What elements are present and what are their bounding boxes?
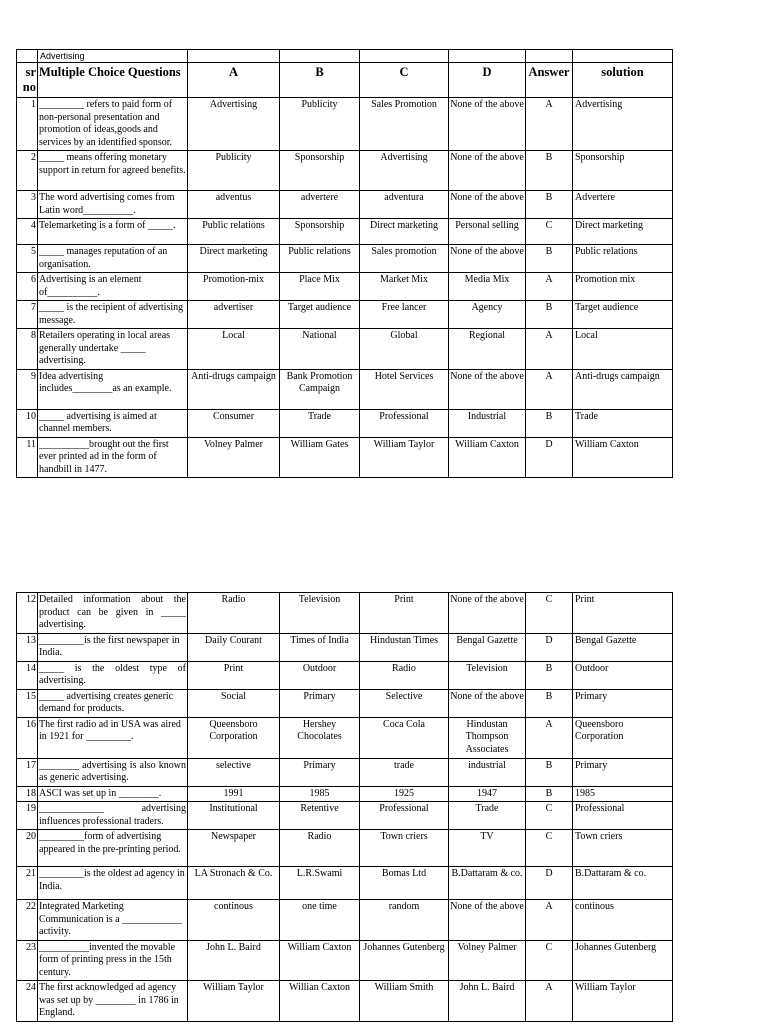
option-c: Town criers bbox=[360, 830, 449, 867]
question-number: 18 bbox=[17, 786, 38, 802]
solution-text: Primary bbox=[573, 689, 673, 717]
answer-key: C bbox=[526, 830, 573, 867]
option-c: Sales Promotion bbox=[360, 98, 449, 151]
option-a: Anti-drugs campaign bbox=[188, 369, 280, 409]
option-a: continous bbox=[188, 900, 280, 941]
question-number: 19 bbox=[17, 802, 38, 830]
option-d: Agency bbox=[449, 301, 526, 329]
option-b: Primary bbox=[280, 758, 360, 786]
table-row bbox=[17, 661, 673, 689]
question-text: Detailed information about the product can be given in _____ advertising. bbox=[38, 593, 188, 634]
header-question: Multiple Choice Questions bbox=[38, 63, 188, 98]
question-number: 20 bbox=[17, 830, 38, 867]
option-c: Bomas Ltd bbox=[360, 867, 449, 900]
question-text: _________is the oldest ad agency in India. bbox=[38, 867, 188, 900]
option-b: L.R.Swami bbox=[280, 867, 360, 900]
option-b: Public relations bbox=[280, 245, 360, 273]
question-number: 7 bbox=[17, 301, 38, 329]
option-a: Newspaper bbox=[188, 830, 280, 867]
table-row bbox=[17, 802, 673, 830]
option-a: selective bbox=[188, 758, 280, 786]
option-c: Radio bbox=[360, 661, 449, 689]
question-text: Idea advertising includes________as an example. bbox=[38, 369, 188, 409]
question-text: __________invented the movable form of printing press in the 15th century. bbox=[38, 940, 188, 981]
question-text: _____________ advertising influences professional traders. bbox=[38, 802, 188, 830]
question-number: 5 bbox=[17, 245, 38, 273]
option-d: Bengal Gazette bbox=[449, 633, 526, 661]
answer-key: C bbox=[526, 219, 573, 245]
option-a: William Taylor bbox=[188, 981, 280, 1022]
option-c: William Taylor bbox=[360, 437, 449, 478]
option-a: Consumer bbox=[188, 409, 280, 437]
solution-text: Town criers bbox=[573, 830, 673, 867]
option-b: Willian Caxton bbox=[280, 981, 360, 1022]
table-row bbox=[17, 301, 673, 329]
table-row bbox=[17, 689, 673, 717]
option-d: None of the above bbox=[449, 593, 526, 634]
question-text: _____ advertising is aimed at channel members. bbox=[38, 409, 188, 437]
table-row bbox=[17, 98, 673, 151]
option-a: Promotion-mix bbox=[188, 273, 280, 301]
option-b: Target audience bbox=[280, 301, 360, 329]
header-option-b: B bbox=[280, 63, 360, 98]
question-text: Integrated Marketing Communication is a ____________ activity. bbox=[38, 900, 188, 941]
answer-key: B bbox=[526, 245, 573, 273]
question-number: 9 bbox=[17, 369, 38, 409]
answer-key: A bbox=[526, 369, 573, 409]
solution-text: Print bbox=[573, 593, 673, 634]
table-row bbox=[17, 437, 673, 478]
table-row bbox=[17, 758, 673, 786]
answer-key: B bbox=[526, 301, 573, 329]
table-row bbox=[17, 151, 673, 191]
question-number: 22 bbox=[17, 900, 38, 941]
mcq-table-part-2 bbox=[16, 592, 673, 1022]
question-number: 16 bbox=[17, 717, 38, 758]
option-d: industrial bbox=[449, 758, 526, 786]
blank-cell bbox=[17, 50, 38, 63]
option-c: Professional bbox=[360, 802, 449, 830]
answer-key: A bbox=[526, 900, 573, 941]
option-d: Industrial bbox=[449, 409, 526, 437]
table-caption: Advertising bbox=[38, 50, 188, 63]
question-number: 13 bbox=[17, 633, 38, 661]
option-a: advertiser bbox=[188, 301, 280, 329]
table-row bbox=[17, 786, 673, 802]
question-text: The first radio ad in USA was aired in 1921 for _________. bbox=[38, 717, 188, 758]
solution-text: William Caxton bbox=[573, 437, 673, 478]
option-d: None of the above bbox=[449, 191, 526, 219]
answer-key: D bbox=[526, 633, 573, 661]
answer-key: D bbox=[526, 437, 573, 478]
table-row bbox=[17, 900, 673, 941]
option-b: Outdoor bbox=[280, 661, 360, 689]
question-number: 11 bbox=[17, 437, 38, 478]
option-b: William Caxton bbox=[280, 940, 360, 981]
option-a: Advertising bbox=[188, 98, 280, 151]
option-a: John L. Baird bbox=[188, 940, 280, 981]
question-number: 24 bbox=[17, 981, 38, 1022]
option-c: adventura bbox=[360, 191, 449, 219]
option-c: Advertising bbox=[360, 151, 449, 191]
option-c: Selective bbox=[360, 689, 449, 717]
solution-text: Local bbox=[573, 329, 673, 370]
option-d: None of the above bbox=[449, 689, 526, 717]
option-a: Local bbox=[188, 329, 280, 370]
solution-text: William Taylor bbox=[573, 981, 673, 1022]
table-row bbox=[17, 633, 673, 661]
answer-key: D bbox=[526, 867, 573, 900]
option-d: Hindustan Thompson Associates bbox=[449, 717, 526, 758]
option-b: Times of India bbox=[280, 633, 360, 661]
option-d: None of the above bbox=[449, 245, 526, 273]
solution-text: Anti-drugs campaign bbox=[573, 369, 673, 409]
table-row bbox=[17, 830, 673, 867]
option-a: 1991 bbox=[188, 786, 280, 802]
solution-text: Professional bbox=[573, 802, 673, 830]
question-number: 8 bbox=[17, 329, 38, 370]
option-d: Volney Palmer bbox=[449, 940, 526, 981]
question-text: The first acknowledged ad agency was set up by ________ in 1786 in England. bbox=[38, 981, 188, 1022]
option-a: Queensboro Corporation bbox=[188, 717, 280, 758]
option-a: adventus bbox=[188, 191, 280, 219]
option-d: B.Dattaram & co. bbox=[449, 867, 526, 900]
option-c: Print bbox=[360, 593, 449, 634]
question-text: _____ manages reputation of an organisation. bbox=[38, 245, 188, 273]
question-text: Telemarketing is a form of _____. bbox=[38, 219, 188, 245]
question-text: _____ advertising creates generic demand for products. bbox=[38, 689, 188, 717]
table-row bbox=[17, 981, 673, 1022]
table-row bbox=[17, 867, 673, 900]
table-row bbox=[17, 369, 673, 409]
option-c: Direct marketing bbox=[360, 219, 449, 245]
question-text: The word advertising comes from Latin word__________. bbox=[38, 191, 188, 219]
option-a: Publicity bbox=[188, 151, 280, 191]
question-number: 17 bbox=[17, 758, 38, 786]
option-b: Sponsorship bbox=[280, 219, 360, 245]
option-a: Daily Courant bbox=[188, 633, 280, 661]
option-d: 1947 bbox=[449, 786, 526, 802]
question-number: 10 bbox=[17, 409, 38, 437]
option-b: Primary bbox=[280, 689, 360, 717]
option-b: William Gates bbox=[280, 437, 360, 478]
solution-text: 1985 bbox=[573, 786, 673, 802]
question-number: 4 bbox=[17, 219, 38, 245]
option-b: Place Mix bbox=[280, 273, 360, 301]
table-row bbox=[17, 245, 673, 273]
answer-key: B bbox=[526, 151, 573, 191]
option-b: Bank Promotion Campaign bbox=[280, 369, 360, 409]
option-d: William Caxton bbox=[449, 437, 526, 478]
answer-key: C bbox=[526, 593, 573, 634]
question-number: 6 bbox=[17, 273, 38, 301]
option-d: John L. Baird bbox=[449, 981, 526, 1022]
header-option-a: A bbox=[188, 63, 280, 98]
option-c: Professional bbox=[360, 409, 449, 437]
header-sr-no: sr no bbox=[17, 63, 38, 98]
answer-key: B bbox=[526, 191, 573, 219]
answer-key: C bbox=[526, 940, 573, 981]
option-a: Institutional bbox=[188, 802, 280, 830]
option-b: Sponsorship bbox=[280, 151, 360, 191]
option-d: TV bbox=[449, 830, 526, 867]
option-c: 1925 bbox=[360, 786, 449, 802]
question-text: _________ refers to paid form of non-personal presentation and promotion of ideas,goods and services by an identified sponsor. bbox=[38, 98, 188, 151]
question-number: 3 bbox=[17, 191, 38, 219]
option-b: Television bbox=[280, 593, 360, 634]
option-a: Direct marketing bbox=[188, 245, 280, 273]
option-a: Public relations bbox=[188, 219, 280, 245]
option-a: Print bbox=[188, 661, 280, 689]
solution-text: Sponsorship bbox=[573, 151, 673, 191]
table-row bbox=[17, 717, 673, 758]
table-row bbox=[17, 219, 673, 245]
question-text: _________is the first newspaper in India. bbox=[38, 633, 188, 661]
table-row bbox=[17, 593, 673, 634]
option-d: Television bbox=[449, 661, 526, 689]
question-text: Retailers operating in local areas generally undertake _____ advertising. bbox=[38, 329, 188, 370]
question-text: _____ means offering monetary support in return for agreed benefits. bbox=[38, 151, 188, 191]
solution-text: Direct marketing bbox=[573, 219, 673, 245]
option-a: Volney Palmer bbox=[188, 437, 280, 478]
solution-text: Promotion mix bbox=[573, 273, 673, 301]
solution-text: Advertere bbox=[573, 191, 673, 219]
option-a: LA Stronach & Co. bbox=[188, 867, 280, 900]
table-row bbox=[17, 191, 673, 219]
option-b: Trade bbox=[280, 409, 360, 437]
question-text: _____ is the oldest type of advertising. bbox=[38, 661, 188, 689]
option-c: Sales promotion bbox=[360, 245, 449, 273]
table-row bbox=[17, 329, 673, 370]
question-number: 1 bbox=[17, 98, 38, 151]
question-text: _____ is the recipient of advertising message. bbox=[38, 301, 188, 329]
table-row bbox=[17, 940, 673, 981]
mcq-table-part-1 bbox=[16, 49, 673, 478]
option-d: Trade bbox=[449, 802, 526, 830]
option-d: None of the above bbox=[449, 900, 526, 941]
option-c: Global bbox=[360, 329, 449, 370]
answer-key: A bbox=[526, 717, 573, 758]
solution-text: Trade bbox=[573, 409, 673, 437]
header-option-d: D bbox=[449, 63, 526, 98]
answer-key: C bbox=[526, 802, 573, 830]
option-c: Hindustan Times bbox=[360, 633, 449, 661]
question-text: Advertising is an element of__________. bbox=[38, 273, 188, 301]
answer-key: A bbox=[526, 273, 573, 301]
question-number: 2 bbox=[17, 151, 38, 191]
answer-key: B bbox=[526, 689, 573, 717]
question-text: ASCI was set up in ________. bbox=[38, 786, 188, 802]
question-number: 14 bbox=[17, 661, 38, 689]
solution-text: Target audience bbox=[573, 301, 673, 329]
question-text: ________ advertising is also known as generic advertising. bbox=[38, 758, 188, 786]
solution-text: B.Dattaram & co. bbox=[573, 867, 673, 900]
question-number: 15 bbox=[17, 689, 38, 717]
option-b: Hershey Chocolates bbox=[280, 717, 360, 758]
option-d: Personal selling bbox=[449, 219, 526, 245]
solution-text: Outdoor bbox=[573, 661, 673, 689]
answer-key: A bbox=[526, 329, 573, 370]
question-number: 21 bbox=[17, 867, 38, 900]
option-d: None of the above bbox=[449, 369, 526, 409]
question-number: 23 bbox=[17, 940, 38, 981]
table-row bbox=[17, 273, 673, 301]
header-answer: Answer bbox=[526, 63, 573, 98]
answer-key: B bbox=[526, 409, 573, 437]
answer-key: B bbox=[526, 758, 573, 786]
answer-key: A bbox=[526, 98, 573, 151]
answer-key: B bbox=[526, 786, 573, 802]
solution-text: Advertising bbox=[573, 98, 673, 151]
option-c: Johannes Gutenberg bbox=[360, 940, 449, 981]
option-b: 1985 bbox=[280, 786, 360, 802]
solution-text: Queensboro Corporation bbox=[573, 717, 673, 758]
option-a: Social bbox=[188, 689, 280, 717]
option-c: Free lancer bbox=[360, 301, 449, 329]
solution-text: Johannes Gutenberg bbox=[573, 940, 673, 981]
table-row bbox=[17, 409, 673, 437]
option-b: one time bbox=[280, 900, 360, 941]
solution-text: continous bbox=[573, 900, 673, 941]
option-c: random bbox=[360, 900, 449, 941]
header-solution: solution bbox=[573, 63, 673, 98]
option-c: William Smith bbox=[360, 981, 449, 1022]
option-b: Retentive bbox=[280, 802, 360, 830]
answer-key: B bbox=[526, 661, 573, 689]
solution-text: Primary bbox=[573, 758, 673, 786]
option-d: None of the above bbox=[449, 98, 526, 151]
option-c: Hotel Services bbox=[360, 369, 449, 409]
option-c: Market Mix bbox=[360, 273, 449, 301]
option-d: None of the above bbox=[449, 151, 526, 191]
option-c: Coca Cola bbox=[360, 717, 449, 758]
question-text: __________brought out the first ever printed ad in the form of handbill in 1477. bbox=[38, 437, 188, 478]
option-b: advertere bbox=[280, 191, 360, 219]
header-option-c: C bbox=[360, 63, 449, 98]
option-b: Publicity bbox=[280, 98, 360, 151]
option-d: Regional bbox=[449, 329, 526, 370]
solution-text: Bengal Gazette bbox=[573, 633, 673, 661]
question-text: _________form of advertising appeared in the pre-printing period. bbox=[38, 830, 188, 867]
question-number: 12 bbox=[17, 593, 38, 634]
option-a: Radio bbox=[188, 593, 280, 634]
option-c: trade bbox=[360, 758, 449, 786]
option-d: Media Mix bbox=[449, 273, 526, 301]
option-b: Radio bbox=[280, 830, 360, 867]
solution-text: Public relations bbox=[573, 245, 673, 273]
option-b: National bbox=[280, 329, 360, 370]
answer-key: A bbox=[526, 981, 573, 1022]
